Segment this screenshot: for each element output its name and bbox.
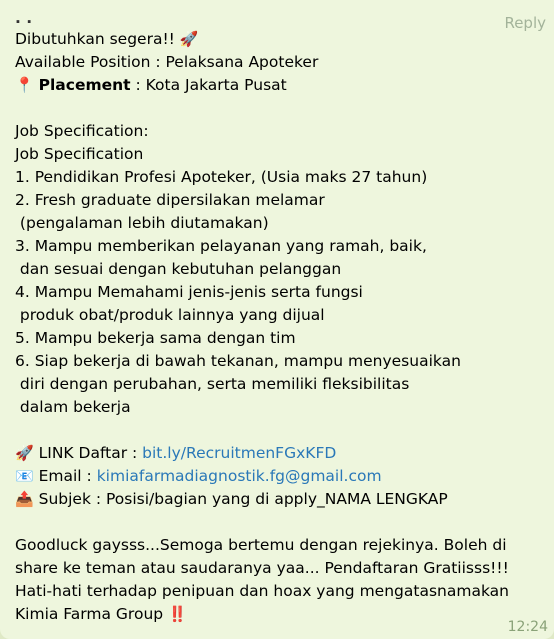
closing-line: Goodluck gaysss...Semoga bertemu dengan rejekinya. Boleh di	[15, 536, 507, 554]
placement-label: Placement	[38, 76, 131, 94]
outbox-icon: 📤	[15, 490, 34, 508]
link-label: LINK Daftar :	[33, 444, 143, 462]
closing-last-text: Kimia Farma Group	[15, 605, 169, 623]
reply-button[interactable]: Reply	[504, 14, 546, 32]
spec-line: 6. Siap bekerja di bawah tekanan, mampu menyesuaikan	[15, 352, 461, 370]
double-exclamation-icon: ‼️	[168, 605, 187, 623]
subject-text: Subjek : Posisi/bagian yang di apply_NAMA LENGKAP	[33, 490, 448, 508]
spec-heading-1: Job Specification:	[15, 122, 149, 140]
rocket-icon: 🚀	[179, 30, 199, 48]
placement-value: : Kota Jakarta Pusat	[130, 76, 287, 94]
spec-heading-2: Job Specification	[15, 145, 144, 163]
position-line: Available Position : Pelaksana Apoteker	[15, 53, 319, 71]
envelope-icon: 📧	[15, 467, 34, 485]
headline-line	[15, 28, 540, 51]
spacer	[15, 511, 540, 534]
spec-line: 5. Mampu bekerja sama dengan tim	[15, 329, 296, 347]
spec-line: diri dengan perubahan, serta memiliki fleksibilitas	[15, 375, 410, 393]
subject-line	[15, 488, 540, 511]
spacer	[15, 419, 540, 442]
email-line	[15, 465, 540, 488]
spec-line: dan sesuai dengan kebutuhan pelanggan	[15, 260, 342, 278]
spec-line: dalam bekerja	[15, 398, 131, 416]
register-link[interactable]: bit.ly/RecruitmenFGxKFD	[142, 444, 337, 462]
closing-line: Hati-hati terhadap penipuan dan hoax yang mengatasnamakan	[15, 582, 509, 600]
spec-line: 1. Pendidikan Profesi Apoteker, (Usia maks 27 tahun)	[15, 168, 428, 186]
spec-line: 2. Fresh graduate dipersilakan melamar	[15, 191, 325, 209]
spec-line: 4. Mampu Memahami jenis-jenis serta fungsi	[15, 283, 363, 301]
link-line	[15, 442, 540, 465]
message-timestamp: 12:24	[507, 619, 548, 635]
rocket-icon: 🚀	[15, 444, 34, 462]
spec-line: 3. Mampu memberikan pelayanan yang ramah, baik,	[15, 237, 427, 255]
closing-last-line	[15, 603, 540, 626]
message-dots: . .	[15, 9, 33, 27]
email-label: Email :	[33, 467, 97, 485]
pin-icon: 📍	[15, 76, 34, 94]
closing-line: share ke teman atau saudaranya yaa... Pendaftaran Gratiisss!!!	[15, 559, 509, 577]
spec-line: produk obat/produk lainnya yang dijual	[15, 306, 325, 324]
placement-line	[15, 74, 540, 97]
spacer	[15, 97, 540, 120]
spec-line: (pengalaman lebih diutamakan)	[15, 214, 269, 232]
email-link[interactable]: kimiafarmadiagnostik.fg@gmail.com	[96, 467, 382, 485]
headline-text: Dibutuhkan segera!!	[15, 30, 180, 48]
